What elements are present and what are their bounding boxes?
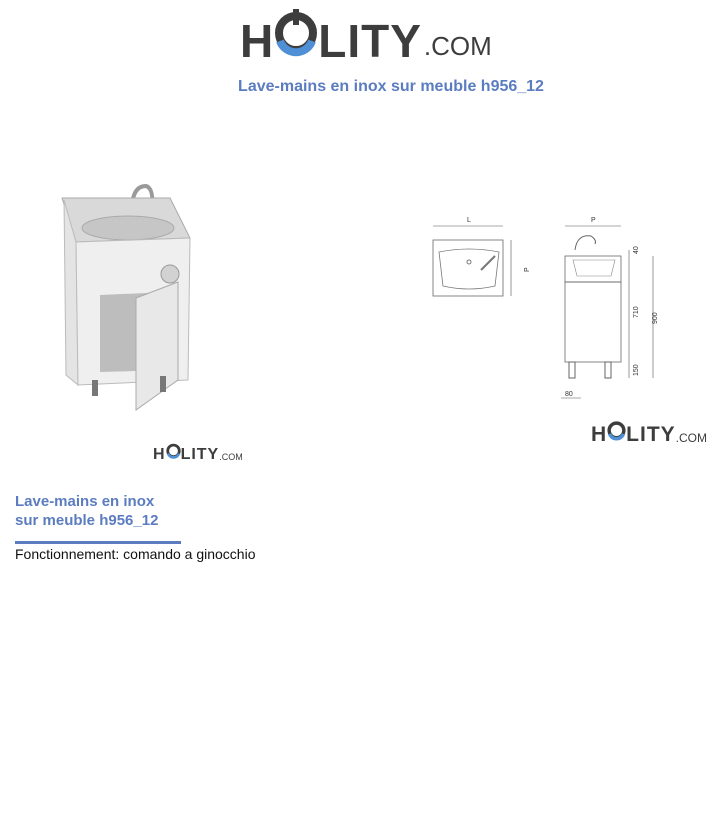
logo-lity: LITY xyxy=(180,446,220,463)
page-subtitle: Lave-mains en inox sur meuble h956_12 xyxy=(238,78,544,95)
logo-tld: .COM xyxy=(423,31,492,61)
holity-o-icon xyxy=(274,7,318,68)
holity-logo xyxy=(240,12,492,68)
dim-710: 710 xyxy=(633,306,640,318)
dim-label-L: L xyxy=(467,217,471,224)
dim-900: 900 xyxy=(652,312,659,324)
dim-label-P-top: P xyxy=(591,217,596,224)
logo-tld: .COM xyxy=(675,431,708,445)
logo-lity: LITY xyxy=(626,423,676,446)
dim-label-P-side: P xyxy=(524,267,531,272)
technical-drawing xyxy=(425,210,665,410)
product-image xyxy=(50,180,200,415)
logo-h: H xyxy=(153,446,166,463)
holity-o-icon xyxy=(607,419,626,447)
logo-lity: LITY xyxy=(318,15,422,67)
product-title-line-2: sur meuble h956_12 xyxy=(15,512,159,529)
holity-o-icon xyxy=(166,442,181,464)
product-spec: Fonctionnement: comando a ginocchio xyxy=(15,546,256,562)
holity-logo-small xyxy=(153,442,243,464)
product-title-line-1: Lave-mains en inox xyxy=(15,493,155,510)
logo-h: H xyxy=(240,15,275,67)
holity-logo-small xyxy=(591,419,707,447)
dim-40: 40 xyxy=(633,246,640,254)
dim-150: 150 xyxy=(633,364,640,376)
logo-h: H xyxy=(591,423,608,446)
product-title xyxy=(15,492,215,530)
dim-80: 80 xyxy=(565,391,573,398)
logo-tld: .COM xyxy=(219,452,243,462)
title-underline xyxy=(15,541,181,544)
